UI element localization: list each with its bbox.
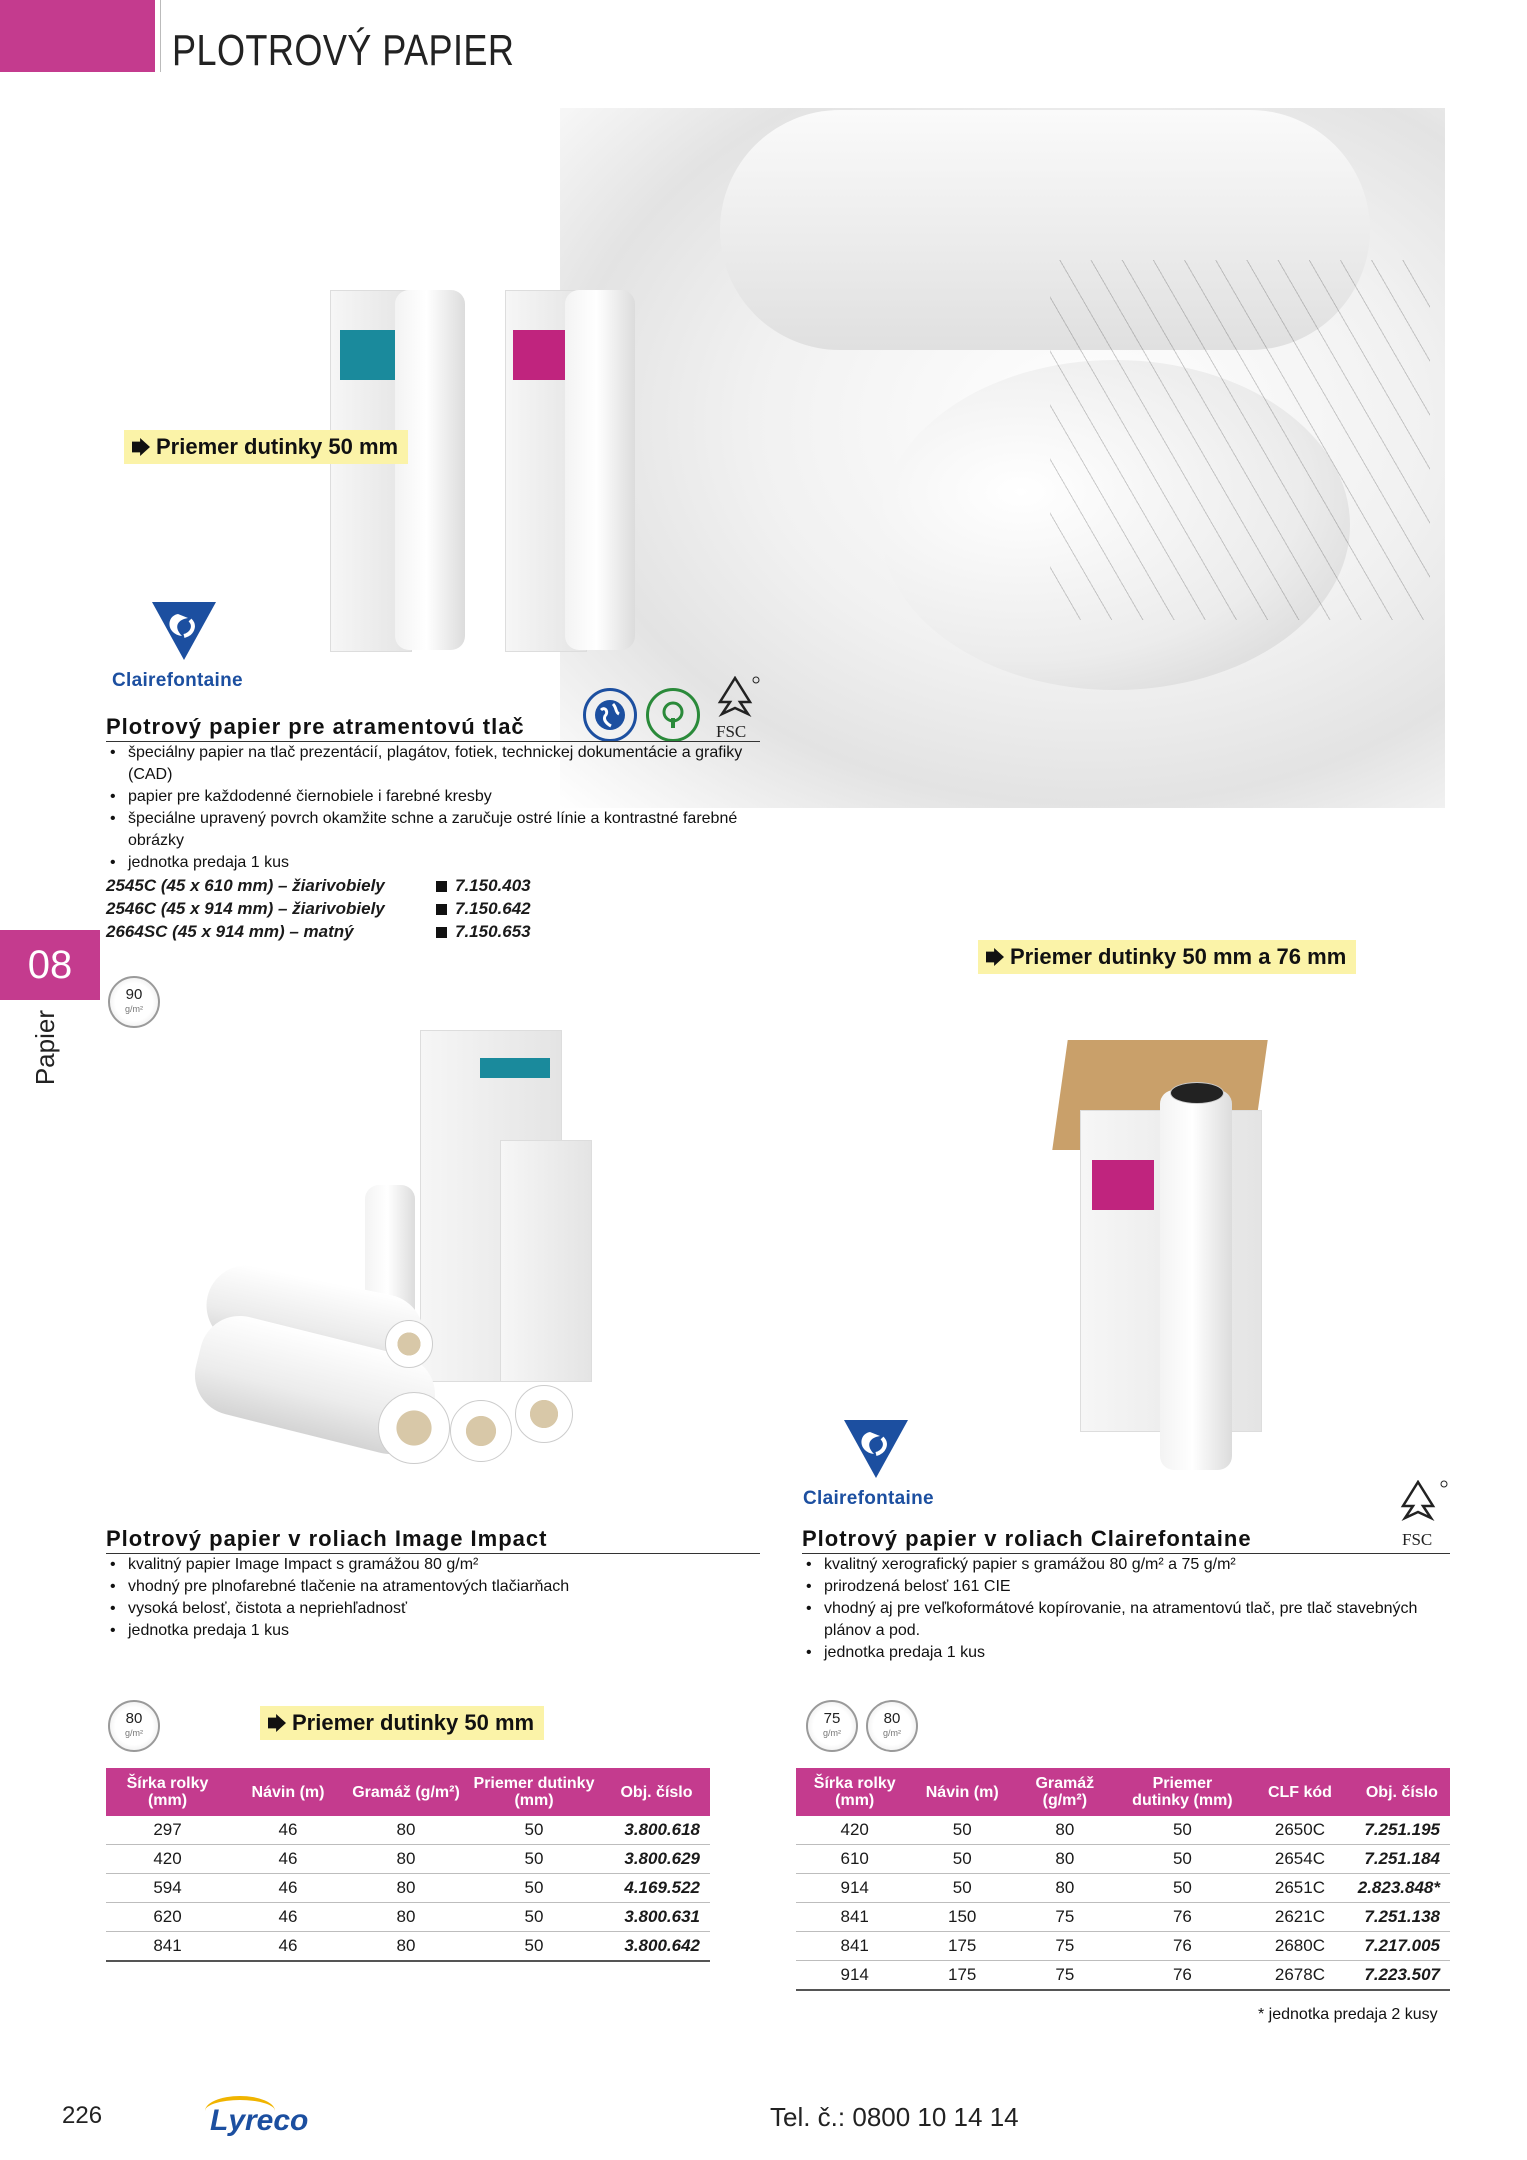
column-header: Gramáž (g/m²)	[1011, 1768, 1119, 1816]
table-row: 841 46 80 50 3.800.642	[106, 1932, 710, 1962]
product1-box-label-magenta	[513, 330, 571, 380]
fsc-label: FSC	[1402, 1530, 1433, 1549]
product1-order-list	[106, 876, 531, 942]
core-diameter-badge-50-76: Priemer dutinky 50 mm a 76 mm	[978, 940, 1356, 974]
title-divider	[160, 0, 161, 72]
list-item: • jednotka predaja 1 kus	[802, 1642, 1442, 1664]
clairefontaine-wordmark: Clairefontaine	[803, 1488, 934, 1509]
column-header: Obj. číslo	[1354, 1768, 1450, 1816]
list-item: • vhodný pre plnofarebné tlačenie na atramentových tlačiarňach	[106, 1576, 746, 1598]
fsc-tree-icon	[710, 676, 760, 724]
list-item: • vhodný aj pre veľkoformátové kopírovanie, na atramentovú tlač, pre tlač stavebných plánov a pod.	[802, 1598, 1442, 1642]
table-header-row	[106, 1768, 710, 1816]
table-row: 620 46 80 50 3.800.631	[106, 1903, 710, 1932]
globe-icon	[583, 688, 637, 742]
list-item: • vysoká belosť, čistota a nepriehľadnosť	[106, 1598, 746, 1620]
list-item: • jednotka predaja 1 kus	[106, 852, 746, 874]
clairefontaine-logo-icon	[840, 1418, 912, 1480]
table-row: 420 46 80 50 3.800.629	[106, 1845, 710, 1874]
table-row: 841 150 75 76 2621C 7.251.138	[796, 1903, 1450, 1932]
product3-spec-table	[796, 1768, 1450, 1991]
product1-roll-1	[395, 290, 465, 650]
footnote: * jednotka predaja 2 kusy	[1258, 2006, 1438, 2023]
table-row: 841 175 75 76 2680C 7.217.005	[796, 1932, 1450, 1961]
list-item: • špeciálny papier na tlač prezentácií, plagátov, fotiek, technickej dokumentácie a grafiky (CAD)	[106, 742, 746, 786]
table-header-row	[796, 1768, 1450, 1816]
clairefontaine-logo-icon	[148, 600, 220, 662]
square-bullet-icon	[436, 927, 447, 938]
grammage-badge: 80 g/m²	[108, 1700, 160, 1752]
product1-box-label-teal	[340, 330, 398, 380]
product2-roll-end-4	[385, 1320, 433, 1368]
product2-title: Plotrový papier v roliach Image Impact	[106, 1526, 548, 1551]
table-row: 420 50 80 50 2650C 7.251.195	[796, 1816, 1450, 1845]
hero-drawing-lines	[1050, 260, 1430, 620]
column-header: Priemer dutinky (mm)	[465, 1768, 603, 1816]
order-line: 2664SC (45 x 914 mm) – matný 7.150.653	[106, 922, 531, 941]
chapter-number-tab: 08	[0, 930, 100, 1000]
product2-box-label	[480, 1058, 550, 1078]
fsc-label: FSC	[716, 722, 747, 741]
eco-tree-icon	[646, 688, 700, 742]
table-row: 914 50 80 50 2651C 2.823.848*	[796, 1874, 1450, 1903]
lyreco-logo: Lyreco	[210, 2104, 309, 2137]
grammage-badge: 80 g/m²	[866, 1700, 918, 1752]
table-row: 610 50 80 50 2654C 7.251.184	[796, 1845, 1450, 1874]
product2-bullets	[106, 1554, 746, 1642]
product2-side-box	[500, 1140, 592, 1382]
column-header: Návin (m)	[229, 1768, 347, 1816]
page-number: 226	[62, 2102, 103, 2129]
grammage-badge: 90 g/m²	[108, 976, 160, 1028]
product2-roll-end-3	[515, 1385, 573, 1443]
column-header: Gramáž (g/m²)	[347, 1768, 465, 1816]
order-line: 2545C (45 x 610 mm) – žiarivobiely 7.150.403	[106, 876, 531, 895]
chapter-corner-tab	[0, 0, 155, 72]
arrow-right-icon	[268, 1714, 286, 1732]
core-diameter-badge-top: Priemer dutinky 50 mm	[124, 430, 408, 464]
product3-bullets	[802, 1554, 1442, 1664]
square-bullet-icon	[436, 904, 447, 915]
list-item: • kvalitný papier Image Impact s gramážou 80 g/m²	[106, 1554, 746, 1576]
arrow-right-icon	[986, 948, 1004, 966]
list-item: • papier pre každodenné čiernobiele i farebné kresby	[106, 786, 746, 808]
product3-title: Plotrový papier v roliach Clairefontaine	[802, 1526, 1252, 1551]
clairefontaine-wordmark: Clairefontaine	[112, 670, 243, 691]
list-item: • jednotka predaja 1 kus	[106, 1620, 746, 1642]
grammage-badge: 75 g/m²	[806, 1700, 858, 1752]
product3-roll-core	[1170, 1082, 1224, 1104]
product2-roll-end-1	[378, 1392, 450, 1464]
footer-phone: Tel. č.: 0800 10 14 14	[770, 2102, 1019, 2132]
chapter-label: Papier	[30, 1010, 60, 1086]
square-bullet-icon	[436, 881, 447, 892]
column-header: Návin (m)	[913, 1768, 1011, 1816]
core-diameter-badge-bottom: Priemer dutinky 50 mm	[260, 1706, 544, 1740]
list-item: • prirodzená belosť 161 CIE	[802, 1576, 1442, 1598]
order-line: 2546C (45 x 914 mm) – žiarivobiely 7.150.642	[106, 899, 531, 918]
product1-roll-2	[565, 290, 635, 650]
product1-title: Plotrový papier pre atramentovú tlač	[106, 714, 525, 739]
product2-spec-table	[106, 1768, 710, 1962]
table-row: 594 46 80 50 4.169.522	[106, 1874, 710, 1903]
column-header: Šírka rolky (mm)	[796, 1768, 913, 1816]
column-header: Šírka rolky (mm)	[106, 1768, 229, 1816]
product3-roll	[1160, 1090, 1232, 1470]
product1-bullets	[106, 742, 746, 874]
column-header: Obj. číslo	[603, 1768, 710, 1816]
column-header: Priemer dutinky (mm)	[1119, 1768, 1246, 1816]
product3-box-label	[1092, 1160, 1154, 1210]
product2-roll-end-2	[450, 1400, 512, 1462]
page-title: PLOTROVÝ PAPIER	[172, 26, 515, 75]
column-header: CLF kód	[1246, 1768, 1354, 1816]
fsc-tree-icon	[1390, 1480, 1450, 1528]
list-item: • špeciálne upravený povrch okamžite schne a zaručuje ostré línie a kontrastné farebné obrázky	[106, 808, 746, 852]
arrow-right-icon	[132, 438, 150, 456]
list-item: • kvalitný xerografický papier s gramážou 80 g/m² a 75 g/m²	[802, 1554, 1442, 1576]
table-row: 297 46 80 50 3.800.618	[106, 1816, 710, 1845]
table-row: 914 175 75 76 2678C 7.223.507	[796, 1961, 1450, 1991]
